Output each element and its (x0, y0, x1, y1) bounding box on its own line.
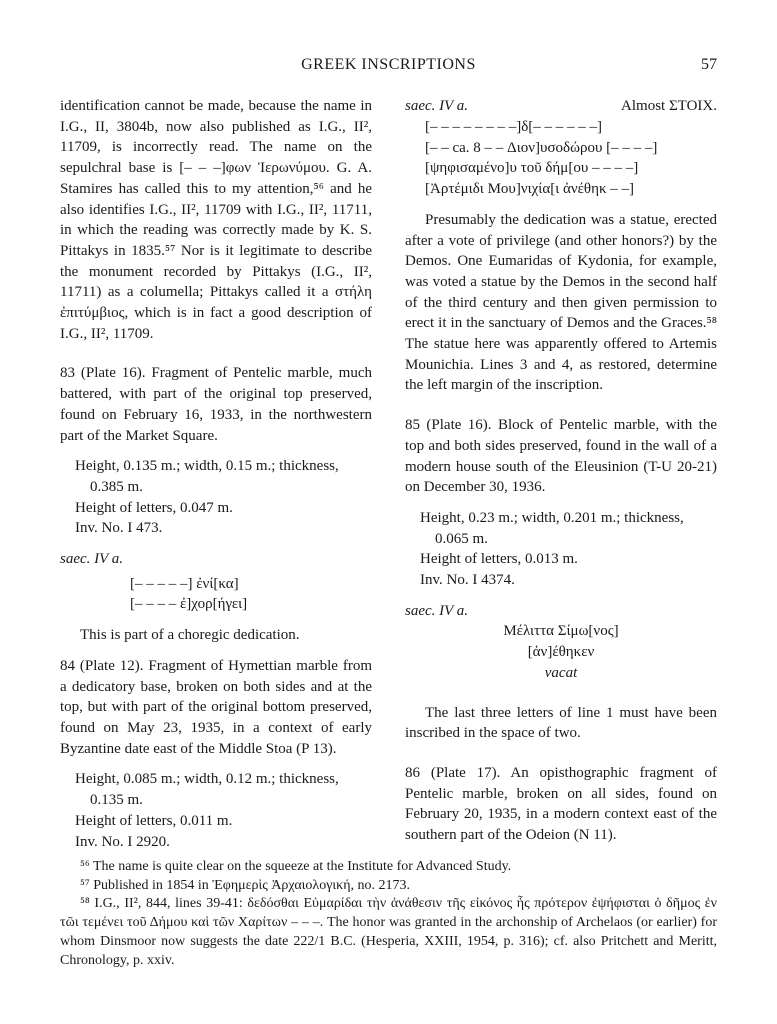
footnote-56: ⁵⁶ The name is quite clear on the squeeze at the Institute for Advanced Study. (80, 859, 512, 874)
stoichedon-note: Almost ΣΤΟΙΧ. (621, 98, 717, 114)
entry-84-inventory: Inv. No. I 2920. (75, 833, 170, 850)
inscription-line: [ἀν]έθηκεν (527, 644, 595, 661)
entry-83-letter-height: Height of letters, 0.047 m. (75, 499, 233, 516)
entry-85-measurements (405, 508, 717, 591)
entry-84-description: 84 (Plate 12). Fragment of Hymettian marble from a dedicatory base, broken on both sides and at the top, but with part of the original bottom preserved, found on May 23, 1935, in a context of early Byzantine date east of the Middle Stoa (P 13). (60, 657, 372, 757)
inscription-line: Μέλιττα Σίμω[νος] (503, 623, 619, 640)
inscription-line: [Ἀρτέμιδι Μου]νιχία[ι ἀνέθηκ – –] (425, 181, 635, 198)
entry-83-note: This is part of a choregic dedication. (80, 627, 300, 644)
entry-82-date-row (405, 96, 717, 117)
entry-83-inventory: Inv. No. I 473. (75, 520, 163, 537)
right-column (405, 96, 717, 846)
entry-85-description: 85 (Plate 16). Block of Pentelic marble, with the top and both sides preserved, found in the wall of a modern house south of the Eleusinion (T-U 20-21) on December 30, 1936. (405, 417, 717, 496)
inscription-vacat: vacat (544, 664, 578, 681)
commentary-paragraph: Presumably the dedication was a statue, erected after a vote of privilege (and other honors?) by the Demos. One Eumaridas of Kydonia, for example, was voted a statue by the Demos in the second half of the third century and then given permission to erect it in the sanctuary of Demos and the Graces.⁵⁸ The statue here was apparently offered to Artemis Mounichia. Lines 3 and 4, as restored, determine the left margin of the inscription. (405, 211, 717, 394)
running-header (60, 56, 717, 80)
entry-82-inscription (425, 117, 717, 200)
entry-85-date: saec. IV a. (405, 602, 469, 619)
inscription-line: [– – – – ἐ]χορ[ήγει] (130, 596, 248, 613)
entry-84-measurements (60, 769, 372, 852)
page-number: 57 (701, 56, 717, 73)
entry-85-letter-height: Height of letters, 0.013 m. (420, 551, 578, 568)
entry-82-date: saec. IV a. (405, 98, 469, 114)
inscription-line: [– – – – – – – –]δ[– – – – – –] (425, 119, 603, 135)
inscription-line: [– – ca. 8 – – Διον]υσοδώρου [– – – –] (425, 139, 658, 156)
entry-85-inscription (405, 621, 717, 683)
entry-85-note: The last three letters of line 1 must have been inscribed in the space of two. (405, 704, 717, 742)
entry-83-inscription (60, 574, 372, 615)
inscription-line: [ψηφισαμένο]υ τοῦ δήμ[ου – – – –] (425, 160, 639, 177)
inscription-line: [– – – – –] ἐνί[κα] (130, 575, 239, 592)
entry-84-dimensions: Height, 0.085 m.; width, 0.12 m.; thickness, 0.135 m. (75, 771, 339, 809)
entry-83-date: saec. IV a. (60, 551, 124, 568)
footnote-58: ⁵⁸ I.G., II², 844, lines 39-41: δεδόσθαι Εὐμαρίδαι τὴν ἀνάθεσιν τῆς εἰκόνος ἧς πρότερον ἐψήφισται ὁ δῆμος ἐν τῶι τεμένει τοῦ Δήμου καὶ τῶν Χαρίτων – – –. The honor was granted in the archonship of Archelaos (or earlier) for whom Dinsmoor now suggests the date 222/1 B.C. (Hesperia, XXIII, 1954, p. 316); cf. also Pritchett and Meritt, Chronology, p. xxiv. (60, 896, 717, 968)
entry-86-description: 86 (Plate 17). An opisthographic fragment of Pentelic marble, broken on all sides, found on February 20, 1935, in a modern context east of the southern part of the Odeion (N 11). (405, 764, 717, 844)
entry-84-letter-height: Height of letters, 0.011 m. (75, 812, 233, 829)
entry-85-inventory: Inv. No. I 4374. (420, 572, 515, 589)
intro-paragraph: identification cannot be made, because the name in I.G., II, 3804b, now also published as I.G., II², 11709, is incorrectly read. The name on the sepulchral base is [– – –]φων Ἱερωνύμου. G. A. Stamires has called this to my attention,⁵⁶ and he also identifies I.G., II², 11709 with I.G., II², 11711, in which the reading was correctly made by K. S. Pittakys in 1835.⁵⁷ Nor is it legitimate to describe the monument recorded by Pittakys (I.G., II², 11711) as a columella; Pittakys called it a στήλη ἐπιτύμβιος, which is in fact a good description of I.G., II², 11709. (60, 98, 372, 342)
left-column (60, 96, 372, 852)
entry-83-description: 83 (Plate 16). Fragment of Pentelic marble, much battered, with part of the original top preserved, found on February 16, 1933, in the northwestern part of the Market Square. (60, 365, 372, 444)
footnotes (60, 858, 717, 970)
footnote-57: ⁵⁷ Published in 1854 in Ἐφημερὶς Ἀρχαιολογική, no. 2173. (80, 877, 411, 893)
entry-83-dimensions: Height, 0.135 m.; width, 0.15 m.; thickness, 0.385 m. (75, 458, 339, 495)
entry-83-measurements (60, 456, 372, 539)
entry-85-dimensions: Height, 0.23 m.; width, 0.201 m.; thickness, 0.065 m. (420, 509, 684, 547)
running-title: GREEK INSCRIPTIONS (301, 56, 476, 73)
